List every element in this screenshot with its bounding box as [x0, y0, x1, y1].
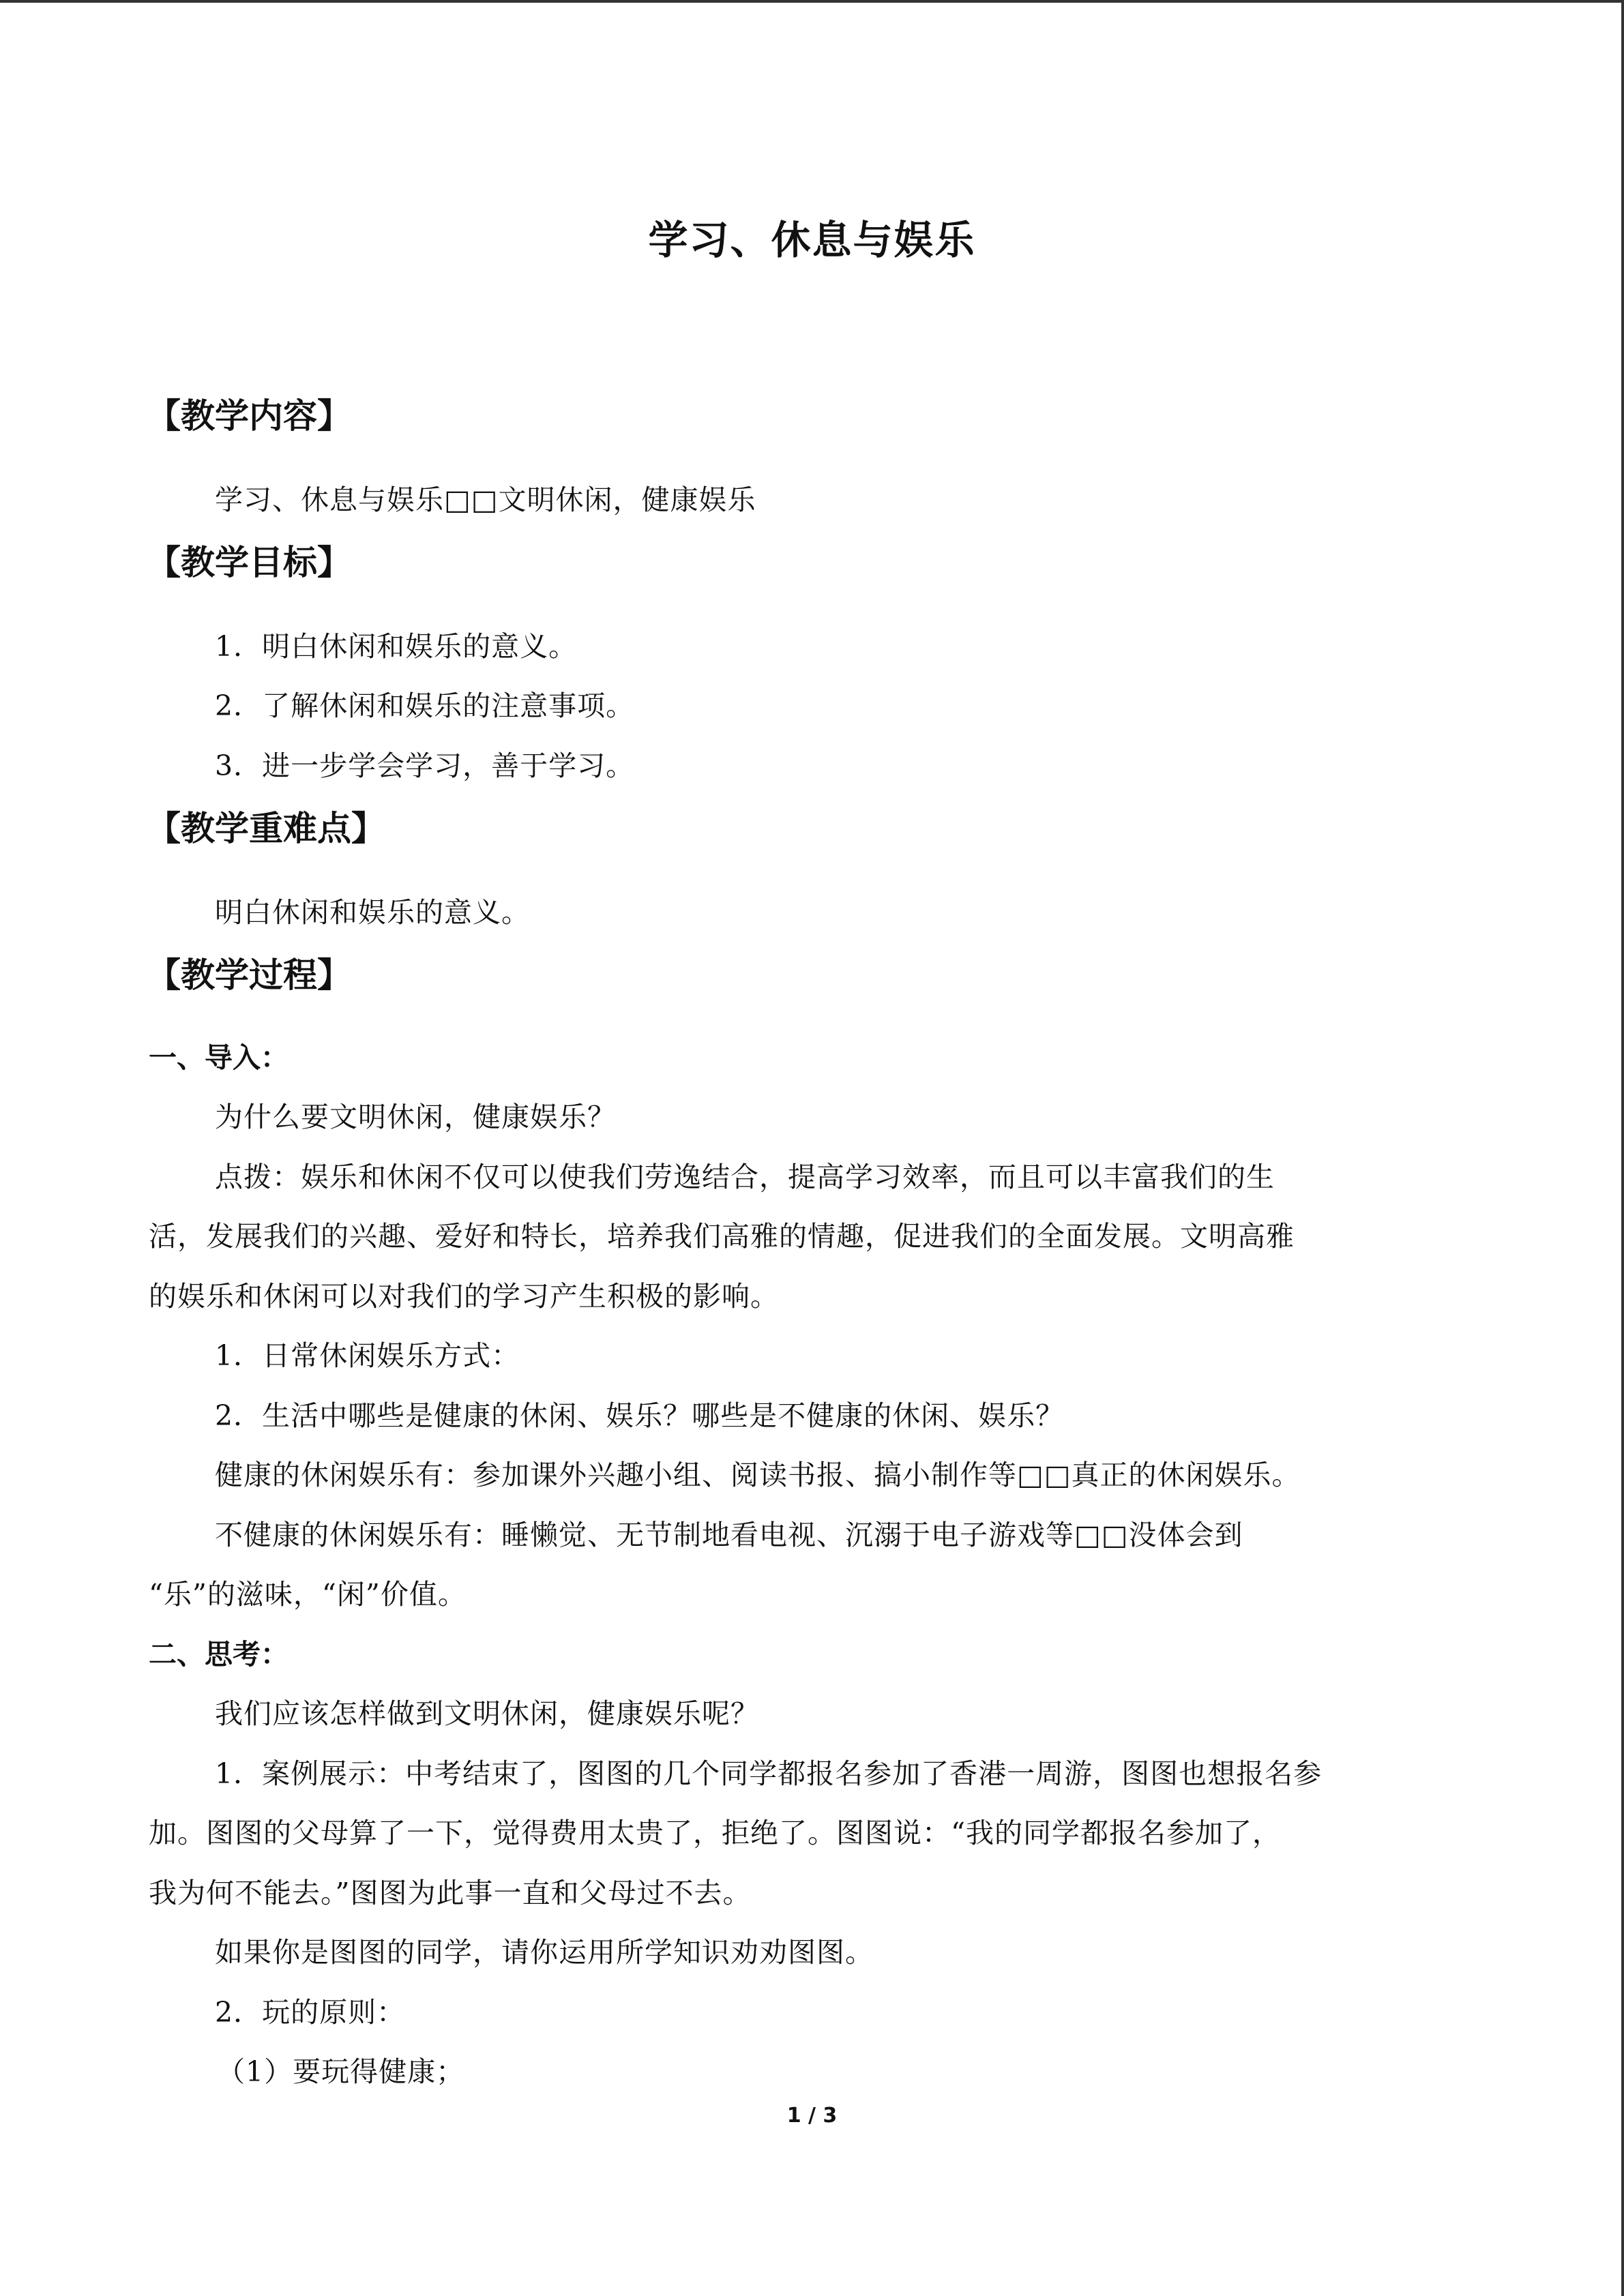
intro-question: 为什么要文明休闲，健康娱乐？ — [215, 1101, 616, 1133]
case-line-3: 我为何不能去。”图图为此事一直和父母过不去。 — [149, 1877, 752, 1909]
page-number: 1 / 3 — [786, 2104, 838, 2128]
keypoints-text: 明白休闲和娱乐的意义。 — [215, 896, 530, 929]
intro-item-1: 1．日常休闲娱乐方式： — [215, 1339, 520, 1372]
think-question: 我们应该怎样做到文明休闲，健康娱乐呢？ — [215, 1697, 759, 1730]
content-text: 学习、休息与娱乐□□文明休闲，健康娱乐 — [215, 483, 756, 516]
intro-unhealthy-line-1: 不健康的休闲娱乐有：睡懒觉、无节制地看电视、沉溺于电子游戏等□□没体会到 — [215, 1519, 1243, 1551]
goal-item-3: 3．进一步学会学习，善于学习。 — [215, 749, 635, 782]
section-heading-content: 【教学内容】 — [147, 396, 351, 436]
section-heading-keypoints: 【教学重难点】 — [147, 809, 385, 848]
principle-item-1: （1）要玩得健康； — [217, 2055, 465, 2088]
principle-heading: 2．玩的原则： — [215, 1996, 406, 2029]
case-line-1: 1．案例展示：中考结束了，图图的几个同学都报名参加了香港一周游，图图也想报名参 — [215, 1757, 1323, 1790]
intro-heading: 一、导入： — [149, 1041, 289, 1074]
intro-healthy: 健康的休闲娱乐有：参加课外兴趣小组、阅读书报、搞小制作等□□真正的休闲娱乐。 — [215, 1459, 1301, 1491]
intro-item-2: 2．生活中哪些是健康的休闲、娱乐？哪些是不健康的休闲、娱乐？ — [215, 1399, 1065, 1432]
section-heading-process: 【教学过程】 — [147, 955, 351, 995]
goal-item-2: 2．了解休闲和娱乐的注意事项。 — [215, 689, 635, 722]
case-line-2: 加。图图的父母算了一下，觉得费用太贵了，拒绝了。图图说：“我的同学都报名参加了， — [149, 1817, 1281, 1849]
think-task: 如果你是图图的同学，请你运用所学知识劝劝图图。 — [215, 1936, 874, 1969]
intro-hint-line-2: 活，发展我们的兴趣、爱好和特长，培养我们高雅的情趣，促进我们的全面发展。文明高雅 — [149, 1220, 1295, 1253]
intro-hint-line-3: 的娱乐和休闲可以对我们的学习产生积极的影响。 — [149, 1280, 779, 1313]
intro-unhealthy-line-2: “乐”的滋味，“闲”价值。 — [149, 1578, 467, 1611]
document-title: 学习、休息与娱乐 — [648, 217, 976, 263]
intro-hint-line-1: 点拨：娱乐和休闲不仅可以使我们劳逸结合，提高学习效率，而且可以丰富我们的生 — [215, 1161, 1275, 1193]
think-heading: 二、思考： — [149, 1638, 289, 1671]
page-right-border — [1621, 0, 1624, 2296]
page-top-border — [0, 0, 1624, 3]
section-heading-goals: 【教学目标】 — [147, 543, 351, 582]
goal-item-1: 1．明白休闲和娱乐的意义。 — [215, 630, 578, 663]
